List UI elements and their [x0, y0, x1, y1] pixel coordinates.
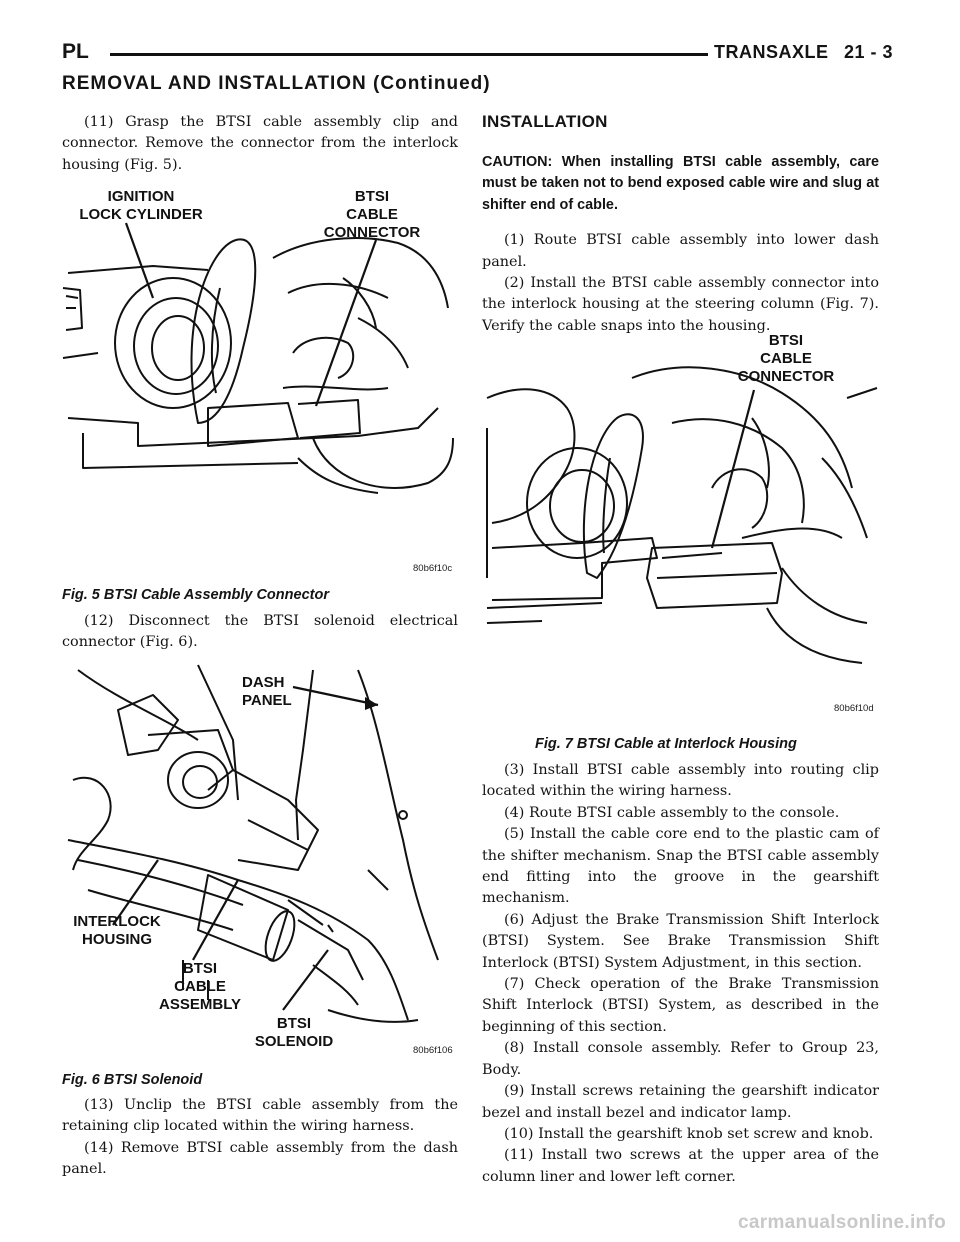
step-2-install: (2) Install the BTSI cable assembly connector into the interlock housing at the steering column (Fig. 7). Verify the cable snaps into the housing. [482, 275, 879, 334]
label-interlock-housing: INTERLOCK HOUSING [73, 913, 161, 948]
page-number: 21 - 3 [844, 42, 894, 62]
step-7-install: (7) Check operation of the Brake Transmission Shift Interlock (BTSI) System, as described in the beginning of this section. [482, 976, 879, 1035]
step-5-install: (5) Install the cable core end to the plastic cam of the shifter mechanism. Snap the BTSI cable assembly end fitting into the groove in the gearshift mechanism. [482, 826, 879, 907]
step-3-install: (3) Install BTSI cable assembly into routing clip located within the wiring harness. [482, 762, 879, 800]
step-11-install: (11) Install two screws at the upper area of the column liner and lower left corner. [482, 1147, 879, 1185]
step-11-removal: (11) Grasp the BTSI cable assembly clip and connector. Remove the connector from the interlock housing (Fig. 5). [62, 114, 458, 173]
figure-6-caption: Fig. 6 BTSI Solenoid [62, 1072, 203, 1088]
header-rule [110, 53, 708, 56]
figure-5-caption: Fig. 5 BTSI Cable Assembly Connector [62, 587, 329, 603]
watermark: carmanualsonline.info [738, 1212, 946, 1233]
step-13-removal: (13) Unclip the BTSI cable assembly from the retaining clip located within the wiring harness. [62, 1097, 458, 1135]
step-1-install: (1) Route BTSI cable assembly into lower dash panel. [482, 232, 879, 270]
header-manual-code: PL [62, 40, 89, 63]
header-right [714, 42, 893, 63]
label-dash-panel: DASH PANEL [242, 674, 292, 709]
figure-6 [58, 660, 458, 1060]
label-ignition-lock-cylinder: IGNITION LOCK CYLINDER [79, 188, 203, 223]
left-text-top [62, 112, 458, 176]
right-text-top [482, 112, 879, 337]
header-chapter-title: TRANSAXLE [714, 42, 829, 62]
label-btsi-cable-connector-fig7: BTSI CABLE CONNECTOR [737, 332, 835, 385]
section-title: REMOVAL AND INSTALLATION (Continued) [62, 73, 491, 94]
figure-7-caption: Fig. 7 BTSI Cable at Interlock Housing [535, 736, 797, 752]
figure-7-illustration [482, 338, 882, 728]
step-14-removal: (14) Remove BTSI cable assembly from the dash panel. [62, 1139, 458, 1178]
step-4-install: (4) Route BTSI cable assembly to the console. [504, 804, 840, 821]
installation-heading: INSTALLATION [482, 112, 608, 131]
step-6-install: (6) Adjust the Brake Transmission Shift Interlock (BTSI) System. See Brake Transmission Shift Interlock (BTSI) System Adjustment, in this section. [482, 911, 879, 971]
figure-5 [58, 178, 458, 578]
step-12-removal: (12) Disconnect the BTSI solenoid electrical connector (Fig. 6). [62, 613, 458, 651]
left-text-bottom [62, 1095, 458, 1181]
label-btsi-cable-assembly: BTSI CABLE ASSEMBLY [159, 960, 241, 1013]
figure-7-code: 80b6f10d [834, 703, 874, 714]
figure-6-code: 80b6f106 [413, 1045, 453, 1056]
step-8-install: (8) Install console assembly. Refer to Group 23, Body. [482, 1040, 879, 1078]
label-btsi-solenoid: BTSI SOLENOID [254, 1015, 334, 1050]
figure-5-code: 80b6f10c [413, 563, 453, 574]
step-9-install: (9) Install screws retaining the gearshift indicator bezel and install bezel and indicator lamp. [482, 1083, 879, 1121]
step-10-install: (10) Install the gearshift knob set screw and knob. [504, 1125, 874, 1142]
left-text-mid [62, 611, 458, 654]
figure-7 [482, 332, 882, 728]
figure-6-illustration [58, 660, 458, 1060]
label-btsi-cable-connector-fig5: BTSI CABLE CONNECTOR [323, 188, 421, 241]
caution-note: CAUTION: When installing BTSI cable assembly, care must be taken not to bend exposed cable wire and slug at shifter end of cable. [482, 154, 879, 213]
right-text-bottom [482, 760, 879, 1188]
